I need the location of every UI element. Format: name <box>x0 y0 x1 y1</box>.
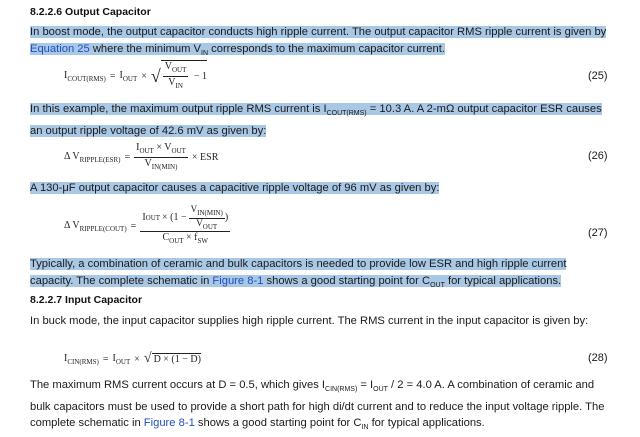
paragraph-capacitive-ripple: A 130-μF output capacitor causes a capacitive ripple voltage of 96 mV as given by: <box>30 182 440 194</box>
paragraph-typical-combination: Typically, a combination of ceramic and bulk capacitors is needed to provide low ESR and high ripple current capacity. The complete schematic in Figure 8-1 shows a good starting point for $C_{OUT}$ for typical applications. <box>30 258 567 289</box>
link-figure-8-1[interactable]: Figure 8-1 <box>212 274 264 287</box>
section-heading-input-capacitor <box>30 294 142 306</box>
section-title: Output Capacitor <box>65 6 151 18</box>
equation-number-25: (25) <box>588 70 608 82</box>
sqrt-symbol: √ <box>143 351 152 366</box>
equation-number-28: (28) <box>588 352 608 364</box>
link-figure-8-1[interactable]: Figure 8-1 <box>143 417 195 430</box>
paragraph-max-rms: The maximum RMS current occurs at D = 0.5, which gives $I_{CIN(RMS)} = I_{OUT} / 2 = 4.0$ A. A combination of ceramic and bulk capacitors must be used to provide a short path for high di/dt current and to reduce the input voltage ripple. The complete schematic in Figure 8-1 shows a good starting point for $C_{IN}$ for typical applications. <box>30 379 605 432</box>
equation-26: Δ $V_{RIPPLE(ESR)}$ = $\frac{I_{OUT} \times V_{OUT}}{V_{IN(MIN)}}$ × ESR <box>64 141 219 171</box>
section-heading-output-capacitor <box>30 6 151 18</box>
paragraph-buck-mode: In buck mode, the input capacitor supplies high ripple current. The RMS current in the input capacitor is given by: <box>30 315 589 327</box>
paragraph-boost-mode: In boost mode, the output capacitor conducts high ripple current. The output capacitor RMS ripple current is given by Equation 25 where the minimum $V_{IN}$ corresponds to the maximum capacitor current. <box>30 26 607 57</box>
equation-25: $I_{COUT(RMS)}$ = $I_{OUT}$ × √ $\frac{V_{OUT}}{V_{IN}}$ − 1 <box>64 61 208 90</box>
section-number: 8.2.2.6 <box>30 6 63 18</box>
equation-number-27: (27) <box>588 227 608 239</box>
equation-27: Δ $V_{RIPPLE(COUT)}$ = I OUT × (1 − $\frac{V_{IN(MIN)}}{V_{OUT}}$ ) $C_{OUT} \times f_{SW}$ <box>64 203 229 246</box>
equation-28: $I_{CIN(RMS)}$ = $I_{OUT}$ × √ D × (1 − D) <box>64 351 201 366</box>
paragraph-ripple-rms: In this example, the maximum output ripple RMS current is $I_{COUT(RMS)} = 10.3$ A. A 2-mΩ output capacitor ESR causes an output ripple voltage of 42.6 mV as given by: <box>30 103 602 137</box>
section-number: 8.2.2.7 <box>30 294 63 306</box>
section-title: Input Capacitor <box>65 294 143 306</box>
link-equation-25[interactable]: Equation 25 <box>30 42 90 55</box>
equation-number-26: (26) <box>588 150 608 162</box>
sqrt-symbol: √ <box>150 66 161 86</box>
